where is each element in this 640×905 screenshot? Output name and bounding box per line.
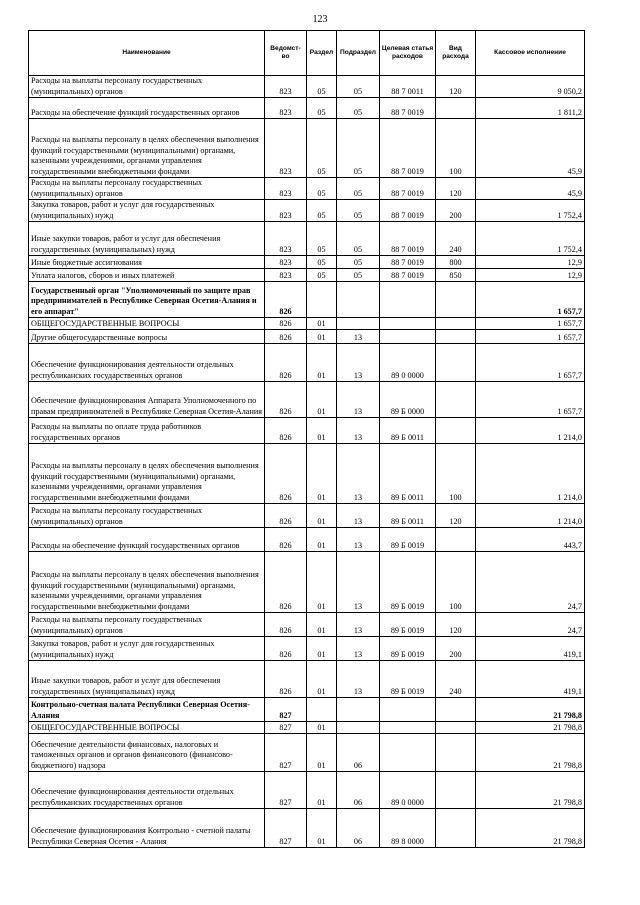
row-name-cell: Обеспечение функционирования деятельности отдельных республиканских государственных органов: [29, 772, 265, 809]
row-target-article-cell: 89 Б 0019: [380, 528, 436, 552]
row-expense-type-cell: [436, 344, 476, 382]
row-cash-execution-cell: 21 798,8: [476, 722, 585, 734]
row-dept-cell: 827: [265, 809, 307, 848]
column-header-subsection: Подраздел: [337, 31, 380, 76]
column-header-target-article: Целевая статья расходов: [380, 31, 436, 76]
row-cash-execution-cell: 1 214,0: [476, 504, 585, 528]
row-cash-execution-cell: 1 657,7: [476, 318, 585, 330]
row-name-cell: Уплата налогов, сборов и иных платежей: [29, 269, 265, 282]
table-row: [29, 613, 585, 637]
row-subsection-cell: 13: [337, 504, 380, 528]
row-cash-execution-cell: 1 752,4: [476, 200, 585, 222]
row-subsection-cell: 13: [337, 382, 380, 418]
row-name-cell: Расходы на выплаты персоналу государственных (муниципальных) органов: [29, 613, 265, 637]
row-cash-execution-cell: 21 798,8: [476, 734, 585, 772]
row-target-article-cell: 88 7 0011: [380, 76, 436, 98]
row-cash-execution-cell: 45,9: [476, 119, 585, 178]
row-section-cell: 01: [307, 661, 337, 698]
row-expense-type-cell: 100: [436, 444, 476, 504]
table-row: [29, 330, 585, 344]
row-cash-execution-cell: 24,7: [476, 552, 585, 613]
row-name-cell: Другие общегосударственные вопросы: [29, 330, 265, 344]
row-section-cell: 01: [307, 418, 337, 444]
row-target-article-cell: 89 Б 0000: [380, 382, 436, 418]
row-section-cell: 01: [307, 722, 337, 734]
row-section-cell: 01: [307, 809, 337, 848]
row-target-article-cell: 88 7 0019: [380, 256, 436, 269]
row-subsection-cell: 13: [337, 330, 380, 344]
table-row: [29, 318, 585, 330]
row-cash-execution-cell: 12,9: [476, 269, 585, 282]
row-section-cell: 01: [307, 382, 337, 418]
row-cash-execution-cell: 24,7: [476, 613, 585, 637]
row-target-article-cell: 89 Б 0011: [380, 444, 436, 504]
row-subsection-cell: 13: [337, 444, 380, 504]
row-section-cell: 01: [307, 318, 337, 330]
row-cash-execution-cell: 443,7: [476, 528, 585, 552]
row-dept-cell: 826: [265, 528, 307, 552]
row-section-cell: 05: [307, 119, 337, 178]
row-name-cell: Иные закупки товаров, работ и услуг для обеспечения государственных (муниципальных) нужд: [29, 222, 265, 256]
row-expense-type-cell: 120: [436, 613, 476, 637]
row-subsection-cell: 13: [337, 528, 380, 552]
row-target-article-cell: 89 0 0000: [380, 344, 436, 382]
row-dept-cell: 826: [265, 552, 307, 613]
row-target-article-cell: [380, 698, 436, 722]
row-section-cell: [307, 698, 337, 722]
row-target-article-cell: [380, 734, 436, 772]
row-dept-cell: 826: [265, 661, 307, 698]
row-dept-cell: 826: [265, 318, 307, 330]
table-row: [29, 178, 585, 200]
row-cash-execution-cell: 1 657,7: [476, 330, 585, 344]
row-subsection-cell: 05: [337, 98, 380, 119]
table-row: [29, 552, 585, 613]
table-header: [29, 31, 585, 76]
row-section-cell: 01: [307, 772, 337, 809]
column-header-expense-type: Вид расхода: [436, 31, 476, 76]
table-row: [29, 772, 585, 809]
row-cash-execution-cell: 1 752,4: [476, 222, 585, 256]
row-target-article-cell: 88 7 0019: [380, 200, 436, 222]
row-expense-type-cell: 200: [436, 200, 476, 222]
row-dept-cell: 823: [265, 222, 307, 256]
row-target-article-cell: 89 8 0000: [380, 809, 436, 848]
row-cash-execution-cell: 21 798,8: [476, 809, 585, 848]
row-expense-type-cell: 100: [436, 119, 476, 178]
row-subsection-cell: 05: [337, 269, 380, 282]
row-target-article-cell: 88 7 0019: [380, 178, 436, 200]
row-subsection-cell: [337, 722, 380, 734]
row-target-article-cell: 89 Б 0011: [380, 418, 436, 444]
row-target-article-cell: 89 Б 0019: [380, 552, 436, 613]
table-row: [29, 382, 585, 418]
row-name-cell: Обеспечение функционирования деятельности отдельных республиканских государственных органов: [29, 344, 265, 382]
row-target-article-cell: 88 7 0019: [380, 222, 436, 256]
table-row: [29, 200, 585, 222]
row-subsection-cell: 05: [337, 178, 380, 200]
row-name-cell: Обеспечение функционирования Контрольно - счетной палаты Республики Северная Осетия - Алания: [29, 809, 265, 848]
row-target-article-cell: 88 7 0019: [380, 98, 436, 119]
row-name-cell: ОБЩЕГОСУДАРСТВЕННЫЕ ВОПРОСЫ: [29, 318, 265, 330]
row-section-cell: 05: [307, 200, 337, 222]
column-header-name: Наименование: [29, 31, 265, 76]
row-cash-execution-cell: 21 798,8: [476, 698, 585, 722]
row-subsection-cell: 13: [337, 418, 380, 444]
row-target-article-cell: 89 0 0000: [380, 772, 436, 809]
row-section-cell: 01: [307, 344, 337, 382]
row-section-cell: 01: [307, 504, 337, 528]
row-name-cell: Государственный орган "Уполномоченный по защите прав предпринимателей в Республике Северная Осетия-Алания и его аппарат": [29, 282, 265, 318]
row-section-cell: 05: [307, 269, 337, 282]
row-cash-execution-cell: 45,9: [476, 178, 585, 200]
row-expense-type-cell: [436, 318, 476, 330]
row-target-article-cell: 88 7 0019: [380, 119, 436, 178]
row-dept-cell: 823: [265, 178, 307, 200]
row-cash-execution-cell: 9 050,2: [476, 76, 585, 98]
row-expense-type-cell: [436, 528, 476, 552]
row-name-cell: Расходы на обеспечение функций государственных органов: [29, 528, 265, 552]
row-dept-cell: 823: [265, 76, 307, 98]
row-dept-cell: 826: [265, 444, 307, 504]
row-dept-cell: 826: [265, 330, 307, 344]
row-target-article-cell: 89 Б 0019: [380, 637, 436, 661]
table-row: [29, 256, 585, 269]
row-expense-type-cell: 120: [436, 178, 476, 200]
row-name-cell: Расходы на выплаты персоналу в целях обеспечения выполнения функций государственными (муниципальными) органами, казенными учреждениями, органами управления государственными внебюджетными фондами: [29, 119, 265, 178]
row-dept-cell: 823: [265, 119, 307, 178]
row-subsection-cell: 13: [337, 637, 380, 661]
table-row: [29, 504, 585, 528]
row-name-cell: Иные бюджетные ассигнования: [29, 256, 265, 269]
table-row: [29, 282, 585, 318]
table-row: [29, 528, 585, 552]
row-dept-cell: 823: [265, 269, 307, 282]
row-target-article-cell: [380, 722, 436, 734]
row-cash-execution-cell: 1 657,7: [476, 382, 585, 418]
row-subsection-cell: 06: [337, 772, 380, 809]
row-subsection-cell: 13: [337, 344, 380, 382]
row-cash-execution-cell: 1 214,0: [476, 444, 585, 504]
row-cash-execution-cell: 419,1: [476, 637, 585, 661]
row-expense-type-cell: 100: [436, 552, 476, 613]
row-subsection-cell: [337, 318, 380, 330]
row-name-cell: Расходы на выплаты персоналу в целях обеспечения выполнения функций государственными (муниципальными) органами, казенными учреждениями, органами управления государственными внебюджетными фондами: [29, 552, 265, 613]
row-section-cell: 05: [307, 76, 337, 98]
row-dept-cell: 826: [265, 504, 307, 528]
table-body: [29, 76, 585, 848]
row-expense-type-cell: 800: [436, 256, 476, 269]
page-number: 123: [312, 14, 328, 25]
row-subsection-cell: 13: [337, 552, 380, 613]
table-row: [29, 661, 585, 698]
row-dept-cell: 827: [265, 772, 307, 809]
row-expense-type-cell: 120: [436, 76, 476, 98]
row-cash-execution-cell: 1 811,2: [476, 98, 585, 119]
row-expense-type-cell: [436, 772, 476, 809]
row-section-cell: [307, 282, 337, 318]
table-row: [29, 76, 585, 98]
column-header-section: Раздел: [307, 31, 337, 76]
row-section-cell: 05: [307, 222, 337, 256]
row-expense-type-cell: [436, 98, 476, 119]
row-subsection-cell: 13: [337, 613, 380, 637]
row-subsection-cell: [337, 282, 380, 318]
row-subsection-cell: 05: [337, 222, 380, 256]
column-header-dept: Ведомст- во: [265, 31, 307, 76]
row-subsection-cell: 05: [337, 200, 380, 222]
row-expense-type-cell: 200: [436, 637, 476, 661]
row-subsection-cell: 05: [337, 76, 380, 98]
row-expense-type-cell: 120: [436, 504, 476, 528]
row-section-cell: 01: [307, 734, 337, 772]
row-subsection-cell: 06: [337, 734, 380, 772]
row-subsection-cell: 13: [337, 661, 380, 698]
table-row: [29, 269, 585, 282]
row-section-cell: 01: [307, 444, 337, 504]
row-expense-type-cell: [436, 330, 476, 344]
row-name-cell: Закупка товаров, работ и услуг для государственных (муниципальных) нужд: [29, 200, 265, 222]
row-section-cell: 01: [307, 552, 337, 613]
row-dept-cell: 827: [265, 698, 307, 722]
row-expense-type-cell: [436, 698, 476, 722]
row-name-cell: Расходы на выплаты персоналу государственных (муниципальных) органов: [29, 178, 265, 200]
row-target-article-cell: [380, 318, 436, 330]
row-name-cell: Закупка товаров, работ и услуг для государственных (муниципальных) нужд: [29, 637, 265, 661]
row-dept-cell: 827: [265, 734, 307, 772]
row-dept-cell: 826: [265, 637, 307, 661]
row-section-cell: 01: [307, 330, 337, 344]
row-subsection-cell: 05: [337, 119, 380, 178]
row-dept-cell: 827: [265, 722, 307, 734]
row-expense-type-cell: [436, 722, 476, 734]
row-expense-type-cell: 240: [436, 661, 476, 698]
table-row: [29, 734, 585, 772]
row-cash-execution-cell: 1 657,7: [476, 282, 585, 318]
row-expense-type-cell: [436, 282, 476, 318]
row-cash-execution-cell: 419,1: [476, 661, 585, 698]
row-expense-type-cell: [436, 382, 476, 418]
row-dept-cell: 823: [265, 200, 307, 222]
table-row: [29, 809, 585, 848]
row-cash-execution-cell: 1 657,7: [476, 344, 585, 382]
row-section-cell: 01: [307, 613, 337, 637]
row-section-cell: 05: [307, 178, 337, 200]
row-expense-type-cell: [436, 734, 476, 772]
table-row: [29, 344, 585, 382]
row-name-cell: Расходы на выплаты персоналу государственных (муниципальных) органов: [29, 504, 265, 528]
row-dept-cell: 826: [265, 613, 307, 637]
row-target-article-cell: 89 Б 0019: [380, 613, 436, 637]
row-name-cell: Обеспечение функционирования Аппарата Уполномоченного по правам предпринимателей в Республике Северная Осетия-Алания: [29, 382, 265, 418]
row-name-cell: Иные закупки товаров, работ и услуг для обеспечения государственных (муниципальных) нужд: [29, 661, 265, 698]
row-name-cell: Расходы на выплаты по оплате труда работников государственных органов: [29, 418, 265, 444]
row-name-cell: Контрольно-счетная палата Республики Северная Осетия-Алания: [29, 698, 265, 722]
table-row: [29, 222, 585, 256]
row-subsection-cell: 05: [337, 256, 380, 269]
row-section-cell: 01: [307, 637, 337, 661]
row-name-cell: ОБЩЕГОСУДАРСТВЕННЫЕ ВОПРОСЫ: [29, 722, 265, 734]
row-target-article-cell: 89 Б 0019: [380, 661, 436, 698]
budget-execution-table: [28, 30, 585, 848]
row-expense-type-cell: 240: [436, 222, 476, 256]
row-cash-execution-cell: 12,9: [476, 256, 585, 269]
row-dept-cell: 823: [265, 256, 307, 269]
row-dept-cell: 826: [265, 282, 307, 318]
row-name-cell: Обеспечение деятельности финансовых, налоговых и таможенных органов и органов финансового (финансово-бюджетного) надзора: [29, 734, 265, 772]
row-expense-type-cell: [436, 418, 476, 444]
row-dept-cell: 826: [265, 344, 307, 382]
column-header-cash-execution: Кассовое исполнение: [476, 31, 585, 76]
row-target-article-cell: 88 7 0019: [380, 269, 436, 282]
row-cash-execution-cell: 1 214,0: [476, 418, 585, 444]
row-section-cell: 05: [307, 98, 337, 119]
row-dept-cell: 823: [265, 98, 307, 119]
row-expense-type-cell: [436, 809, 476, 848]
row-expense-type-cell: 850: [436, 269, 476, 282]
row-cash-execution-cell: 21 798,8: [476, 772, 585, 809]
table-row: [29, 444, 585, 504]
table-row: [29, 637, 585, 661]
row-target-article-cell: 89 Б 0011: [380, 504, 436, 528]
table-row: [29, 119, 585, 178]
row-name-cell: Расходы на выплаты персоналу в целях обеспечения выполнения функций государственными (муниципальными) органами, казенными учреждениями, органами управления государственными внебюджетными фондами: [29, 444, 265, 504]
row-dept-cell: 826: [265, 418, 307, 444]
row-section-cell: 05: [307, 256, 337, 269]
row-dept-cell: 826: [265, 382, 307, 418]
row-name-cell: Расходы на выплаты персоналу государственных (муниципальных) органов: [29, 76, 265, 98]
row-subsection-cell: [337, 698, 380, 722]
row-section-cell: 01: [307, 528, 337, 552]
table-row: [29, 418, 585, 444]
table-row: [29, 98, 585, 119]
row-target-article-cell: [380, 282, 436, 318]
row-subsection-cell: 06: [337, 809, 380, 848]
table-row: [29, 722, 585, 734]
table-row: [29, 698, 585, 722]
row-name-cell: Расходы на обеспечение функций государственных органов: [29, 98, 265, 119]
row-target-article-cell: [380, 330, 436, 344]
